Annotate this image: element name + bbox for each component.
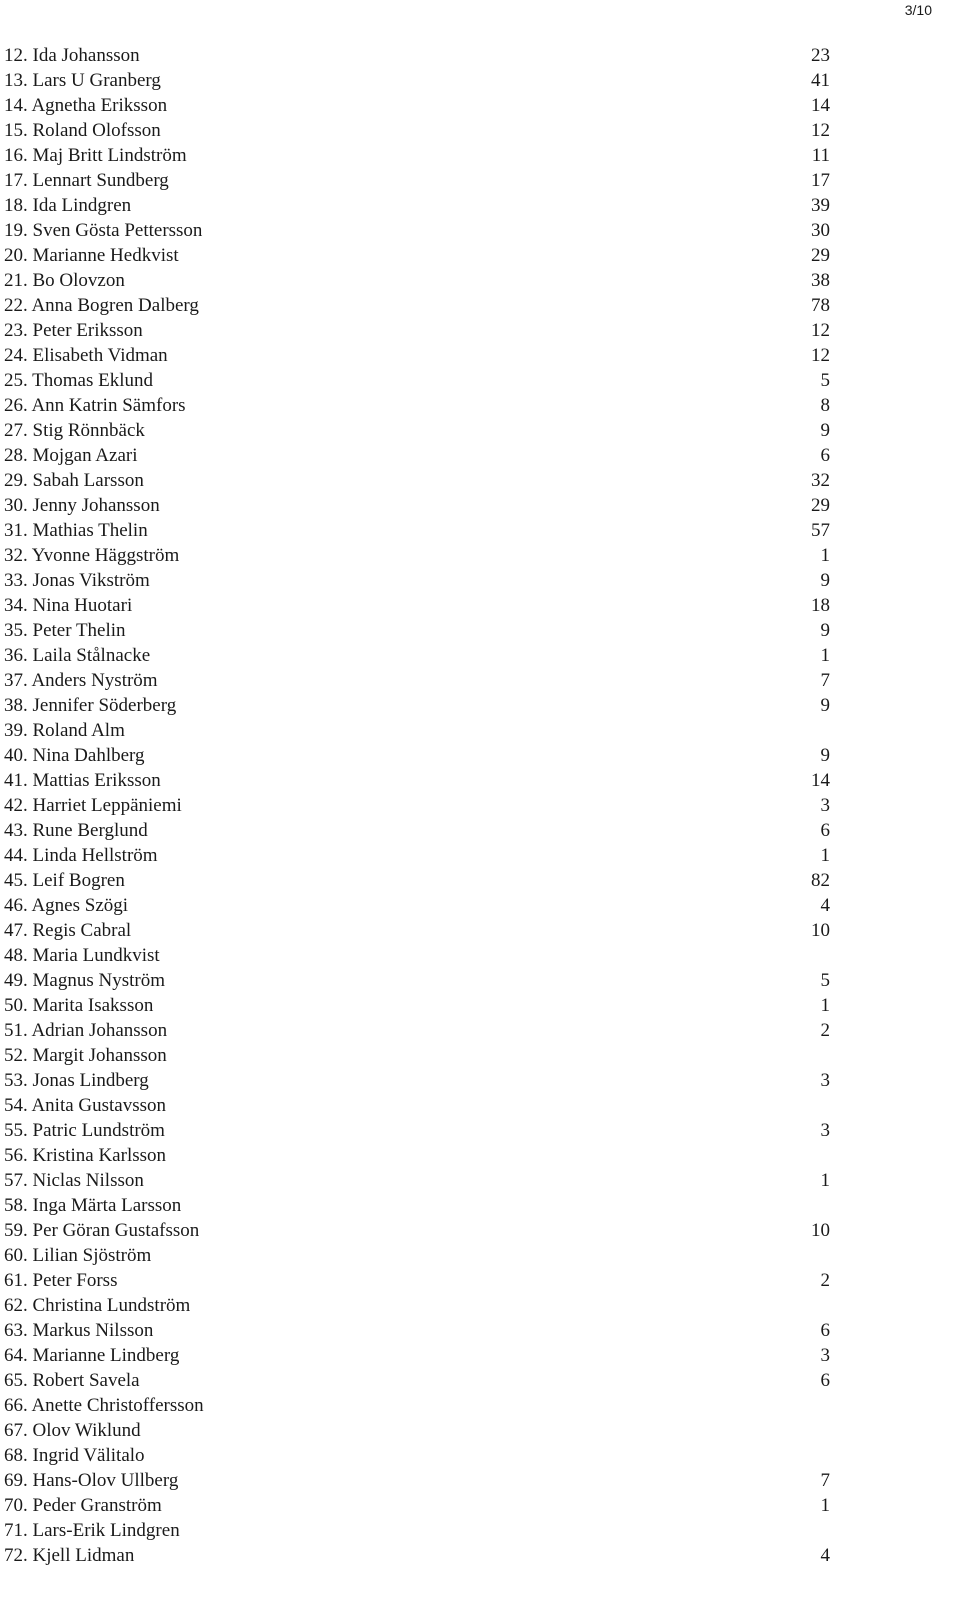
list-item bbox=[4, 1193, 830, 1218]
entry-name: 70. Peder Granström bbox=[4, 1495, 162, 1516]
entry-name: 55. Patric Lundström bbox=[4, 1120, 165, 1141]
list-item bbox=[4, 1518, 830, 1543]
entry-name: 13. Lars U Granberg bbox=[4, 70, 161, 91]
entry-name: 47. Regis Cabral bbox=[4, 920, 132, 941]
entry-count: 6 bbox=[820, 445, 830, 466]
entry-name: 69. Hans-Olov Ullberg bbox=[4, 1470, 179, 1491]
entry-count: 30 bbox=[811, 220, 830, 241]
entry-count: 3 bbox=[820, 1345, 830, 1366]
entry-count: 10 bbox=[811, 920, 830, 941]
list-item bbox=[4, 1468, 830, 1493]
list-item bbox=[4, 1093, 830, 1118]
entry-count: 6 bbox=[820, 820, 830, 841]
list-item bbox=[4, 218, 830, 243]
entry-count: 23 bbox=[811, 45, 830, 66]
entry-name: 41. Mattias Eriksson bbox=[4, 770, 161, 791]
entry-name: 34. Nina Huotari bbox=[4, 595, 133, 616]
entry-count: 12 bbox=[811, 345, 830, 366]
entry-name: 36. Laila Stålnacke bbox=[4, 645, 151, 666]
entry-count: 3 bbox=[820, 1070, 830, 1091]
list-item bbox=[4, 868, 830, 893]
list-item bbox=[4, 593, 830, 618]
entry-count: 7 bbox=[820, 670, 830, 691]
list-item bbox=[4, 1393, 830, 1418]
entry-name: 37. Anders Nyström bbox=[4, 670, 158, 691]
entry-name: 26. Ann Katrin Sämfors bbox=[4, 395, 186, 416]
entry-name: 67. Olov Wiklund bbox=[4, 1420, 141, 1441]
list-item bbox=[4, 643, 830, 668]
entry-count: 29 bbox=[811, 495, 830, 516]
entry-name: 51. Adrian Johansson bbox=[4, 1020, 168, 1041]
page-number: 3/10 bbox=[904, 2, 932, 18]
entry-name: 56. Kristina Karlsson bbox=[4, 1145, 167, 1166]
entry-name: 33. Jonas Vikström bbox=[4, 570, 150, 591]
entry-name: 24. Elisabeth Vidman bbox=[4, 345, 168, 366]
entry-name: 61. Peter Forss bbox=[4, 1270, 118, 1291]
list-item bbox=[4, 843, 830, 868]
entry-name: 58. Inga Märta Larsson bbox=[4, 1195, 182, 1216]
entry-name: 15. Roland Olofsson bbox=[4, 120, 161, 141]
entry-name: 49. Magnus Nyström bbox=[4, 970, 165, 991]
list-item bbox=[4, 1018, 830, 1043]
entry-name: 64. Marianne Lindberg bbox=[4, 1345, 180, 1366]
entry-count: 14 bbox=[811, 95, 830, 116]
entry-count: 29 bbox=[811, 245, 830, 266]
entry-count: 2 bbox=[820, 1270, 830, 1291]
entry-name: 71. Lars-Erik Lindgren bbox=[4, 1520, 180, 1541]
entry-name: 16. Maj Britt Lindström bbox=[4, 145, 187, 166]
entry-count: 6 bbox=[820, 1370, 830, 1391]
entry-name: 14. Agnetha Eriksson bbox=[4, 95, 168, 116]
entry-count: 12 bbox=[811, 320, 830, 341]
entry-count: 6 bbox=[820, 1320, 830, 1341]
entry-name: 38. Jennifer Söderberg bbox=[4, 695, 177, 716]
list-item bbox=[4, 568, 830, 593]
entry-count: 1 bbox=[820, 1170, 830, 1191]
entry-name: 65. Robert Savela bbox=[4, 1370, 140, 1391]
list-item bbox=[4, 1243, 830, 1268]
entry-name: 19. Sven Gösta Pettersson bbox=[4, 220, 203, 241]
entry-count: 17 bbox=[811, 170, 830, 191]
entry-name: 68. Ingrid Välitalo bbox=[4, 1445, 145, 1466]
list-item bbox=[4, 943, 830, 968]
entry-name: 12. Ida Johansson bbox=[4, 45, 140, 66]
entry-name: 48. Maria Lundkvist bbox=[4, 945, 160, 966]
list-item bbox=[4, 1493, 830, 1518]
list-item bbox=[4, 1293, 830, 1318]
list-item bbox=[4, 1218, 830, 1243]
entry-name: 44. Linda Hellström bbox=[4, 845, 158, 866]
list-item bbox=[4, 743, 830, 768]
entry-name: 30. Jenny Johansson bbox=[4, 495, 160, 516]
entry-count: 41 bbox=[811, 70, 830, 91]
list-item bbox=[4, 1143, 830, 1168]
entry-name: 31. Mathias Thelin bbox=[4, 520, 148, 541]
list-item bbox=[4, 393, 830, 418]
list-item bbox=[4, 318, 830, 343]
entry-name: 46. Agnes Szögi bbox=[4, 895, 129, 916]
list-item bbox=[4, 1118, 830, 1143]
list-item bbox=[4, 543, 830, 568]
list-item bbox=[4, 243, 830, 268]
entry-count: 9 bbox=[820, 620, 830, 641]
entry-count: 10 bbox=[811, 1220, 830, 1241]
list-item bbox=[4, 893, 830, 918]
list-item bbox=[4, 293, 830, 318]
entry-name: 60. Lilian Sjöström bbox=[4, 1245, 152, 1266]
entry-name: 28. Mojgan Azari bbox=[4, 445, 138, 466]
entry-count: 1 bbox=[820, 995, 830, 1016]
entry-count: 5 bbox=[820, 970, 830, 991]
entry-name: 32. Yvonne Häggström bbox=[4, 545, 180, 566]
entry-count: 82 bbox=[811, 870, 830, 891]
entry-name: 22. Anna Bogren Dalberg bbox=[4, 295, 199, 316]
entry-name: 59. Per Göran Gustafsson bbox=[4, 1220, 200, 1241]
entry-count: 8 bbox=[820, 395, 830, 416]
list-item bbox=[4, 768, 830, 793]
entry-count: 4 bbox=[820, 895, 830, 916]
list-item bbox=[4, 468, 830, 493]
entry-count: 9 bbox=[820, 745, 830, 766]
entry-count: 32 bbox=[811, 470, 830, 491]
entry-count: 39 bbox=[811, 195, 830, 216]
list-item bbox=[4, 1168, 830, 1193]
entry-count: 1 bbox=[820, 845, 830, 866]
list-item bbox=[4, 968, 830, 993]
entry-name: 35. Peter Thelin bbox=[4, 620, 126, 641]
list-item bbox=[4, 368, 830, 393]
entry-name: 27. Stig Rönnbäck bbox=[4, 420, 145, 441]
entry-count: 5 bbox=[820, 370, 830, 391]
entry-count: 12 bbox=[811, 120, 830, 141]
entry-list bbox=[4, 43, 830, 1568]
list-item bbox=[4, 1043, 830, 1068]
entry-name: 21. Bo Olovzon bbox=[4, 270, 125, 291]
list-item bbox=[4, 1068, 830, 1093]
list-item bbox=[4, 1343, 830, 1368]
list-item bbox=[4, 443, 830, 468]
entry-count: 9 bbox=[820, 420, 830, 441]
list-item bbox=[4, 343, 830, 368]
list-item bbox=[4, 668, 830, 693]
entry-name: 18. Ida Lindgren bbox=[4, 195, 132, 216]
list-item bbox=[4, 168, 830, 193]
list-item bbox=[4, 1318, 830, 1343]
entry-count: 11 bbox=[811, 145, 830, 166]
entry-name: 53. Jonas Lindberg bbox=[4, 1070, 149, 1091]
entry-count: 57 bbox=[811, 520, 830, 541]
entry-count: 3 bbox=[820, 1120, 830, 1141]
list-item bbox=[4, 43, 830, 68]
list-item bbox=[4, 693, 830, 718]
list-item bbox=[4, 143, 830, 168]
entry-count: 1 bbox=[820, 645, 830, 666]
entry-name: 50. Marita Isaksson bbox=[4, 995, 154, 1016]
entry-count: 1 bbox=[820, 545, 830, 566]
entry-count: 3 bbox=[820, 795, 830, 816]
entry-name: 45. Leif Bogren bbox=[4, 870, 125, 891]
list-item bbox=[4, 1543, 830, 1568]
entry-name: 40. Nina Dahlberg bbox=[4, 745, 145, 766]
entry-count: 18 bbox=[811, 595, 830, 616]
entry-count: 9 bbox=[820, 695, 830, 716]
list-item bbox=[4, 1443, 830, 1468]
entry-name: 39. Roland Alm bbox=[4, 720, 125, 741]
entry-name: 17. Lennart Sundberg bbox=[4, 170, 169, 191]
entry-count: 4 bbox=[820, 1545, 830, 1566]
entry-name: 43. Rune Berglund bbox=[4, 820, 148, 841]
list-item bbox=[4, 418, 830, 443]
list-item bbox=[4, 618, 830, 643]
entry-count: 1 bbox=[820, 1495, 830, 1516]
entry-count: 38 bbox=[811, 270, 830, 291]
entry-name: 25. Thomas Eklund bbox=[4, 370, 154, 391]
list-item bbox=[4, 268, 830, 293]
list-item bbox=[4, 918, 830, 943]
entry-name: 23. Peter Eriksson bbox=[4, 320, 143, 341]
list-item bbox=[4, 68, 830, 93]
entry-name: 66. Anette Christoffersson bbox=[4, 1395, 204, 1416]
list-item bbox=[4, 818, 830, 843]
list-item bbox=[4, 993, 830, 1018]
entry-count: 7 bbox=[820, 1470, 830, 1491]
entry-count: 2 bbox=[820, 1020, 830, 1041]
entry-name: 29. Sabah Larsson bbox=[4, 470, 144, 491]
entry-name: 63. Markus Nilsson bbox=[4, 1320, 154, 1341]
entry-name: 54. Anita Gustavsson bbox=[4, 1095, 167, 1116]
list-item bbox=[4, 1268, 830, 1293]
entry-name: 62. Christina Lundström bbox=[4, 1295, 191, 1316]
entry-count: 14 bbox=[811, 770, 830, 791]
entry-name: 57. Niclas Nilsson bbox=[4, 1170, 144, 1191]
entry-count: 9 bbox=[820, 570, 830, 591]
entry-count: 78 bbox=[811, 295, 830, 316]
entry-name: 42. Harriet Leppäniemi bbox=[4, 795, 182, 816]
entry-name: 72. Kjell Lidman bbox=[4, 1545, 135, 1566]
list-item bbox=[4, 1368, 830, 1393]
list-item bbox=[4, 1418, 830, 1443]
list-item bbox=[4, 493, 830, 518]
list-item bbox=[4, 793, 830, 818]
list-item bbox=[4, 718, 830, 743]
entry-name: 20. Marianne Hedkvist bbox=[4, 245, 179, 266]
list-item bbox=[4, 193, 830, 218]
list-item bbox=[4, 118, 830, 143]
entry-name: 52. Margit Johansson bbox=[4, 1045, 167, 1066]
list-item bbox=[4, 518, 830, 543]
list-item bbox=[4, 93, 830, 118]
